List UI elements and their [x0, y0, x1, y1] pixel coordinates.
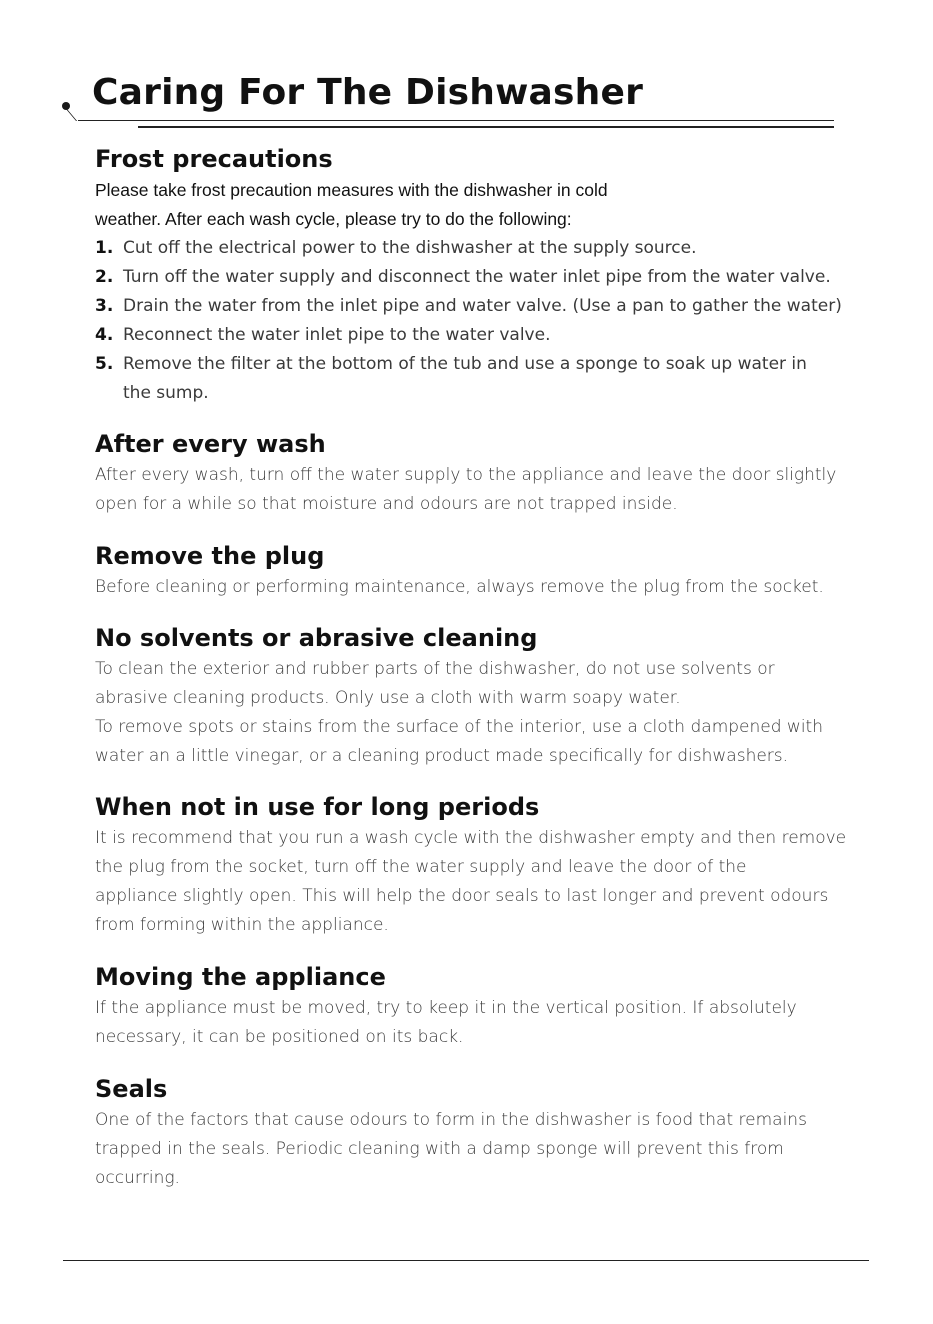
- list-item: [95, 321, 855, 350]
- paragraph-line: One of the factors that cause odours to form in the dishwasher is food that remains: [95, 1110, 807, 1130]
- paragraph-line: abrasive cleaning products. Only use a cloth with warm soapy water.: [95, 688, 681, 708]
- section-seals: [95, 1072, 855, 1193]
- section-no-solvents: [95, 621, 855, 771]
- list-item: [95, 263, 855, 292]
- step-text: Turn off the water supply and disconnect the water inlet pipe from the water valve.: [123, 267, 831, 287]
- paragraph-line: After every wash, turn off the water supply to the appliance and leave the door slightly: [95, 465, 837, 485]
- section-heading: Frost precautions: [95, 145, 333, 173]
- section-remove-plug: [95, 539, 855, 602]
- section-heading: After every wash: [95, 430, 326, 458]
- paragraph-line: water an a little vinegar, or a cleaning product made specifically for dishwashers.: [95, 746, 789, 766]
- step-text: Drain the water from the inlet pipe and water valve. (Use a pan to gather the water): [123, 296, 842, 316]
- step-text: the sump.: [123, 383, 209, 403]
- step-number: 2.: [95, 267, 114, 287]
- paragraph-line: To clean the exterior and rubber parts of the dishwasher, do not use solvents or: [95, 659, 775, 679]
- paragraph-line: If the appliance must be moved, try to keep it in the vertical position. If absolutely: [95, 998, 797, 1018]
- step-text: Remove the filter at the bottom of the tub and use a sponge to soak up water in: [123, 354, 807, 374]
- page-header: [60, 72, 835, 132]
- list-item: [95, 234, 855, 263]
- paragraph-line: To remove spots or stains from the surface of the interior, use a cloth dampened with: [95, 717, 823, 737]
- step-number: 5.: [95, 354, 114, 374]
- page-content: [95, 142, 855, 1193]
- paragraph-line: occurring.: [95, 1168, 180, 1188]
- steps-list: [95, 234, 855, 408]
- section-heading: When not in use for long periods: [95, 793, 540, 821]
- paragraph-line: trapped in the seals. Periodic cleaning with a damp sponge will prevent this from: [95, 1139, 784, 1159]
- paragraph-line: the plug from the socket, turn off the water supply and leave the door of the: [95, 857, 747, 877]
- section-after-every-wash: [95, 427, 855, 519]
- footer-divider: [63, 1260, 869, 1261]
- paragraph-line: open for a while so that moisture and odours are not trapped inside.: [95, 494, 678, 514]
- section-heading: Remove the plug: [95, 542, 325, 570]
- page-title: Caring For The Dishwasher: [92, 72, 644, 113]
- title-underline-thin: [78, 120, 834, 121]
- paragraph-line: Before cleaning or performing maintenance, always remove the plug from the socket.: [95, 577, 824, 597]
- section-not-in-use: [95, 790, 855, 940]
- section-heading: No solvents or abrasive cleaning: [95, 624, 538, 652]
- list-item: [95, 350, 855, 379]
- section-heading: Seals: [95, 1075, 168, 1103]
- step-text: Cut off the electrical power to the dishwasher at the supply source.: [123, 238, 697, 258]
- list-item: [95, 292, 855, 321]
- list-item-continuation: [95, 379, 855, 408]
- step-number: 3.: [95, 296, 114, 316]
- section-frost-precautions: [95, 142, 855, 408]
- paragraph-line: from forming within the appliance.: [95, 915, 389, 935]
- step-number: 4.: [95, 325, 114, 345]
- step-text: Reconnect the water inlet pipe to the water valve.: [123, 325, 551, 345]
- paragraph-line: weather. After each wash cycle, please try to do the following:: [95, 209, 572, 229]
- paragraph-line: It is recommend that you run a wash cycle with the dishwasher empty and then remove: [95, 828, 847, 848]
- step-number: 1.: [95, 238, 114, 258]
- paragraph-line: appliance slightly open. This will help the door seals to last longer and prevent odours: [95, 886, 829, 906]
- section-heading: Moving the appliance: [95, 963, 386, 991]
- paragraph-line: necessary, it can be positioned on its back.: [95, 1027, 464, 1047]
- paragraph-line: Please take frost precaution measures with the dishwasher in cold: [95, 180, 608, 200]
- section-moving-appliance: [95, 960, 855, 1052]
- title-underline-thick: [138, 126, 834, 128]
